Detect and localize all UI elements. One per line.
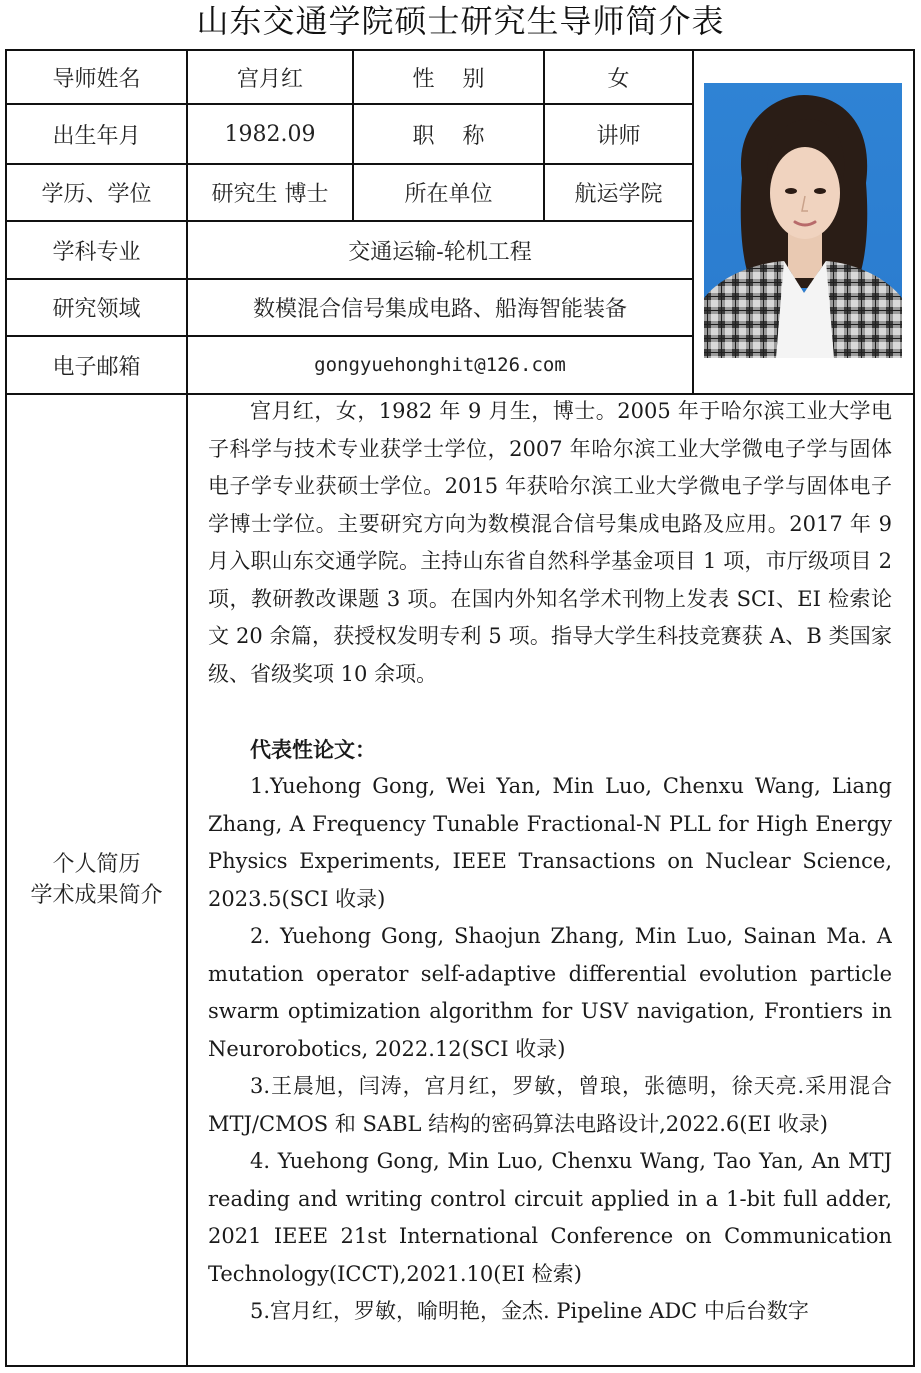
- profile-label: [7, 395, 186, 1365]
- paper-item: 4. Yuehong Gong, Min Luo, Chenxu Wang, Tao Yan, An MTJ reading and writing control circuit applied in a 1-bit full adder, 2021 IEEE 21st International Conference on Communication Technology(ICCT),2021.10(EI 检索): [208, 1149, 892, 1286]
- column-divider: [692, 49, 694, 394]
- email-value: gongyuehonghit@126.com: [314, 354, 566, 376]
- gender-label: 性 别: [412, 66, 485, 92]
- birth-label: 出生年月: [52, 123, 141, 149]
- research-label: 研究领域: [52, 297, 141, 322]
- papers-heading: 代表性论文：: [250, 736, 376, 762]
- rank-value: 讲师: [596, 123, 641, 149]
- unit-value: 航运学院: [574, 182, 663, 207]
- profile-label-line1: 个人简历: [52, 852, 141, 877]
- major-label: 学科专业: [52, 239, 141, 265]
- degree-value: 研究生 博士: [211, 182, 329, 207]
- rank-label: 职 称: [412, 123, 485, 149]
- name-value: 宫月红: [236, 66, 303, 92]
- paper-item: 5.宫月红，罗敏，喻明艳，金杰. Pipeline ADC 中后台数字: [250, 1299, 809, 1323]
- name-label: 导师姓名: [52, 66, 141, 92]
- bio-paragraph: 宫月红，女，1982 年 9 月生，博士。2005 年于哈尔滨工业大学电子科学与技术专业获学士学位，2007 年哈尔滨工业大学微电子学与固体电子学专业获硕士学位。2015 年获哈尔滨工业大学微电子学与固体电子学博士学位。主要研究方向为数模混合信号集成电路及应用。2017 年 9 月入职山东交通学院。主持山东省自然科学基金项目 1 项，市厅级项目 2 项，教研教改课题 3 项。在国内外知名学术刊物上发表 SCI、EI 检索论文 20 余篇，获授权发明专利 5 项。指导大学生科技竞赛获 A、B 类国家级、省级奖项 10 余项。: [208, 399, 892, 686]
- profile-label-line2: 学术成果简介: [30, 883, 163, 908]
- unit-label: 所在单位: [404, 182, 493, 207]
- portrait-photo: [704, 83, 902, 358]
- spacer: [208, 693, 892, 731]
- research-value: 数模混合信号集成电路、船海智能装备: [252, 297, 627, 322]
- profile-content: [208, 393, 892, 1363]
- major-value: 交通运输-轮机工程: [348, 239, 532, 265]
- paper-item: 3.王晨旭，闫涛，宫月红，罗敏，曾琅，张德明，徐天亮.采用混合 MTJ/CMOS 和 SABL 结构的密码算法电路设计,2022.6(EI 收录): [208, 1074, 892, 1136]
- paper-item: 2. Yuehong Gong, Shaojun Zhang, Min Luo, Sainan Ma. A mutation operator self-adaptive differential evolution particle swarm optimization algorithm for USV navigation, Frontiers in Neurorobotics, 2022.12(SCI 收录): [208, 924, 892, 1061]
- email-label: 电子邮箱: [52, 354, 141, 380]
- paper-item: 1.Yuehong Gong, Wei Yan, Min Luo, Chenxu Wang, Liang Zhang, A Frequency Tunable Fractional-N PLL for High Energy Physics Experiments, IEEE Transactions on Nuclear Science, 2023.5(SCI 收录): [208, 774, 892, 911]
- page-title: 山东交通学院硕士研究生导师简介表: [196, 2, 725, 40]
- degree-label: 学历、学位: [41, 182, 152, 207]
- birth-value: 1982.09: [224, 121, 316, 147]
- gender-value: 女: [607, 66, 630, 92]
